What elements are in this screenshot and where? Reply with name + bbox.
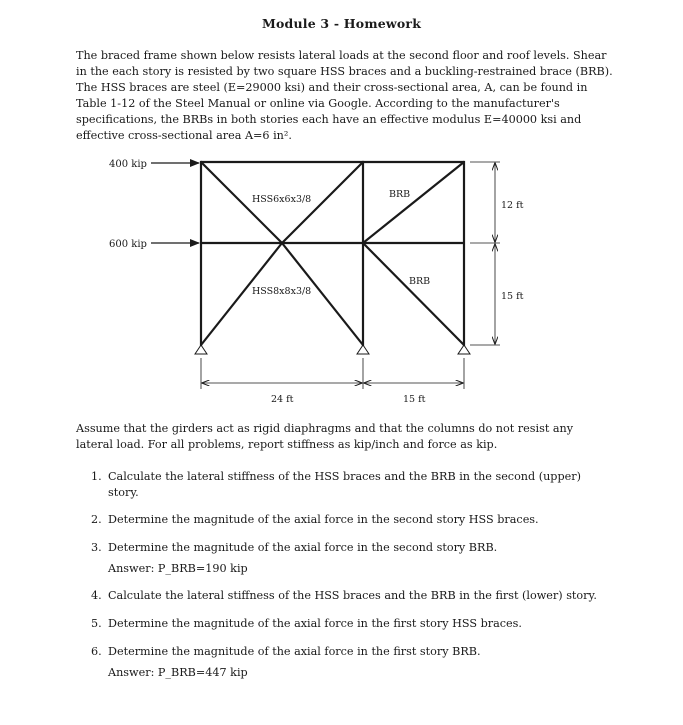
intro-line: in the each story is resisted by two square HSS braces and a buckling-restrained brace (BRB). xyxy=(76,65,613,78)
lower-brb-label: BRB xyxy=(409,276,431,287)
intro-line: The braced frame shown below resists lateral loads at the second floor and roof levels. Shear xyxy=(76,49,607,62)
upper-brb-brace xyxy=(363,162,464,243)
question-number: 6. xyxy=(91,645,102,658)
upper-brb-label: BRB xyxy=(389,189,411,200)
frame-columns xyxy=(201,162,464,345)
floor-load-arrow xyxy=(109,239,199,250)
pin-support-right xyxy=(458,345,470,354)
lower-story-height-label: 15 ft xyxy=(501,291,524,302)
upper-story-height-label: 12 ft xyxy=(501,200,524,211)
answer-text: Answer: P_BRB=447 kip xyxy=(108,666,248,679)
question-item xyxy=(91,469,611,501)
question-item xyxy=(91,616,611,632)
height-dimensions xyxy=(470,162,500,345)
question-number: 1. xyxy=(91,470,102,483)
pin-supports xyxy=(195,345,470,354)
question-number: 5. xyxy=(91,617,102,630)
pin-support-left xyxy=(195,345,207,354)
floor-load-label: 600 kip xyxy=(109,239,147,250)
question-text: Determine the magnitude of the axial force in the second story BRB. xyxy=(108,541,498,554)
assumption-line: lateral load. For all problems, report stiffness as kip/inch and force as kip. xyxy=(76,438,498,451)
assumption-line: Assume that the girders act as rigid diaphragms and that the columns do not resist any xyxy=(76,422,574,435)
pin-support-middle xyxy=(357,345,369,354)
lower-brb-brace xyxy=(363,243,464,345)
question-item xyxy=(91,540,611,577)
question-text: Determine the magnitude of the axial force in the first story HSS braces. xyxy=(108,617,522,630)
question-text: Determine the magnitude of the axial force in the first story BRB. xyxy=(108,645,481,658)
question-text: Determine the magnitude of the axial force in the second story HSS braces. xyxy=(108,513,539,526)
question-item xyxy=(91,512,611,528)
right-bay-span-label: 15 ft xyxy=(403,394,426,405)
frame-braces xyxy=(201,162,464,345)
question-item xyxy=(91,588,611,604)
question-text: Calculate the lateral stiffness of the HSS braces and the BRB in the second (upper) story. xyxy=(108,470,581,499)
left-bay-span-label: 24 ft xyxy=(271,394,294,405)
roof-load-label: 400 kip xyxy=(109,159,147,170)
assumption-paragraph xyxy=(76,421,606,453)
intro-line: Table 1-12 of the Steel Manual or online via Google. According to the manufacturer's xyxy=(76,97,560,110)
question-item xyxy=(91,644,611,681)
question-number: 3. xyxy=(91,541,102,554)
question-list xyxy=(91,469,611,681)
answer-text: Answer: P_BRB=190 kip xyxy=(108,562,248,575)
question-text: Calculate the lateral stiffness of the HSS braces and the BRB in the first (lower) story. xyxy=(108,589,597,602)
intro-line: specifications, the BRBs in both stories each have an effective modulus E=40000 ksi and xyxy=(76,113,582,126)
intro-line: The HSS braces are steel (E=29000 ksi) and their cross-sectional area, A, can be found in xyxy=(76,81,588,94)
braced-frame-figure xyxy=(0,150,683,410)
upper-hss-label: HSS6x6x3/8 xyxy=(252,194,312,205)
intro-paragraph xyxy=(76,48,613,144)
span-dimensions xyxy=(201,358,464,389)
question-number: 4. xyxy=(91,589,102,602)
lower-hss-label: HSS8x8x3/8 xyxy=(252,286,312,297)
roof-load-arrow xyxy=(109,159,199,170)
question-number: 2. xyxy=(91,513,102,526)
intro-line: effective cross-sectional area A=6 in². xyxy=(76,129,292,142)
page-title: Module 3 - Homework xyxy=(261,16,422,31)
